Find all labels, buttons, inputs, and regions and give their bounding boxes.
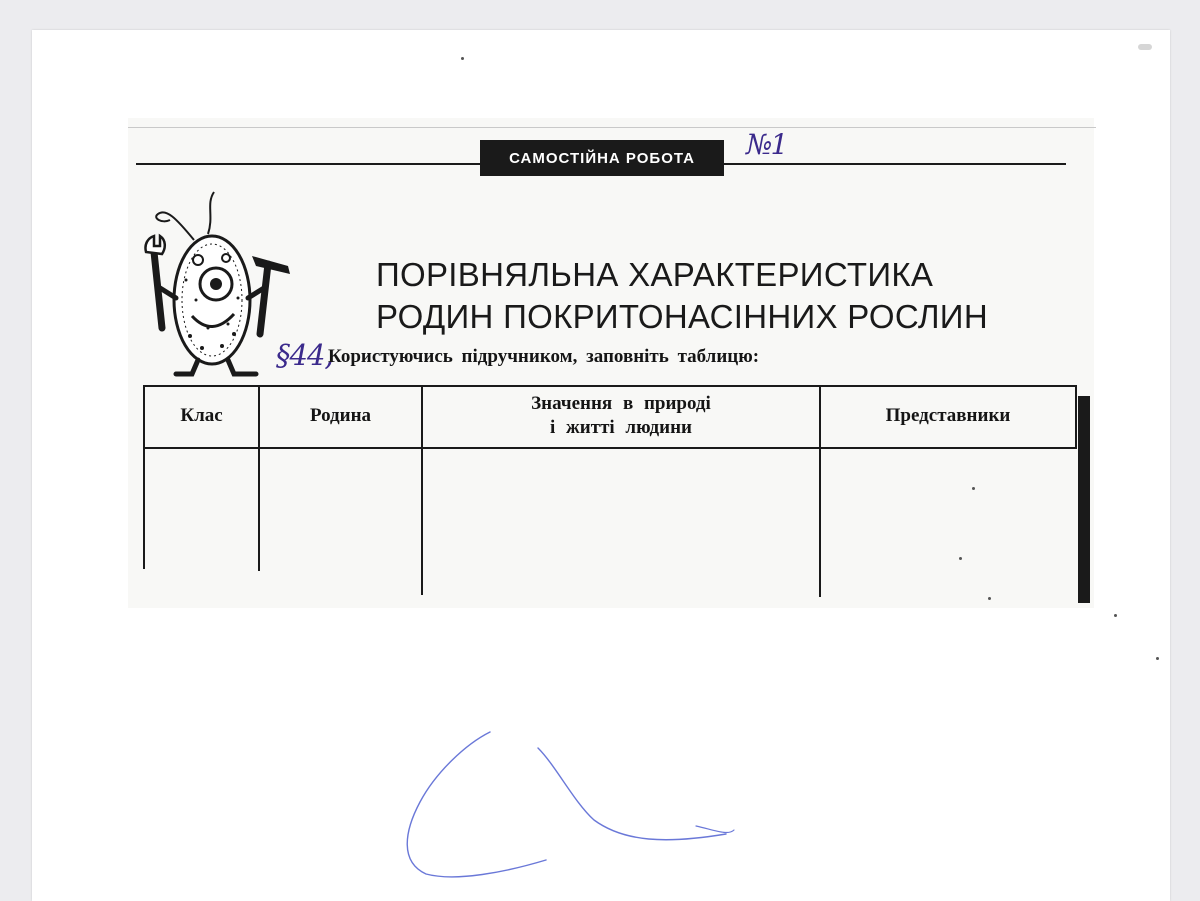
worksheet-title	[376, 254, 988, 338]
table-cell-representatives[interactable]	[821, 449, 1075, 597]
wrench-icon	[145, 236, 164, 328]
comparison-table	[143, 385, 1077, 597]
hammer-icon	[252, 256, 290, 334]
column-header-family: Родина	[309, 405, 372, 426]
section-badge: САМОСТІЙНА РОБОТА	[480, 140, 724, 176]
table-cell-class[interactable]	[145, 449, 258, 569]
scan-speck	[461, 57, 464, 60]
scan-speck	[972, 487, 975, 490]
scan-speck	[988, 597, 991, 600]
table-cell-significance[interactable]	[423, 449, 819, 595]
scan-speck	[959, 557, 962, 560]
page-edge-line	[128, 127, 1096, 128]
handwritten-task-number: №1	[746, 128, 787, 161]
scan-speck	[1138, 44, 1152, 50]
scan-speck	[1114, 614, 1117, 617]
pen-scribble	[396, 722, 746, 882]
scan-speck	[1156, 657, 1159, 660]
column-header-class: Клас	[180, 405, 223, 426]
title-line-2: РОДИН ПОКРИТОНАСІННИХ РОСЛИН	[376, 298, 988, 335]
handwritten-paragraph-reference: §44,	[276, 338, 333, 372]
table-column-divider	[1075, 385, 1077, 449]
instruction-text: Користуючись підручником, заповніть таблицю:	[328, 346, 760, 367]
title-line-1: ПОРІВНЯЛЬНА ХАРАКТЕРИСТИКА	[376, 256, 934, 293]
column-header-significance: Значення в природі і житті людини	[531, 393, 711, 438]
table-cell-family[interactable]	[260, 449, 421, 571]
scan-edge-shadow	[1078, 396, 1090, 603]
column-header-representatives: Представники	[885, 405, 1011, 426]
